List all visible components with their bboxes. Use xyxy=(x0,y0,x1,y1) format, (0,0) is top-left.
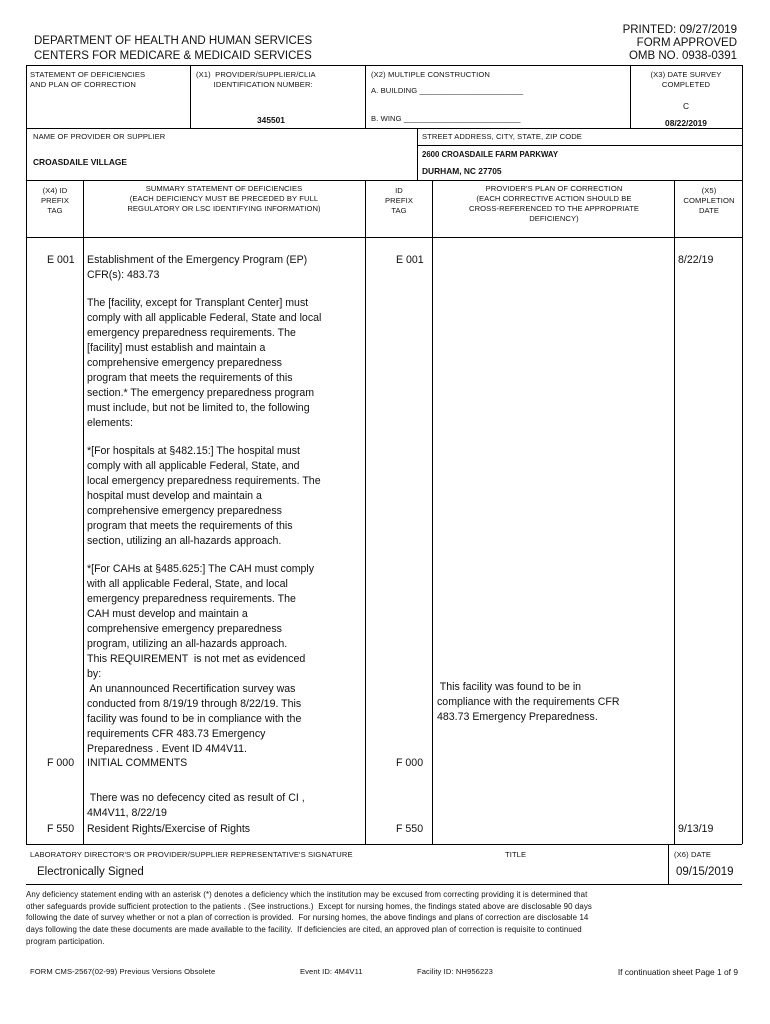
e001-id: E 001 xyxy=(396,254,424,266)
signature-value: Electronically Signed xyxy=(37,866,144,878)
x1-label: (X1) PROVIDER/SUPPLIER/CLIA IDENTIFICATION NUMBER: xyxy=(196,70,316,89)
form-approved: FORM APPROVED xyxy=(636,37,737,49)
event-id: Event ID: 4M4V11 xyxy=(300,967,363,976)
f000-title: INITIAL COMMENTS xyxy=(87,757,188,769)
f550-completion-date: 9/13/19 xyxy=(678,823,714,835)
f000-tag: F 000 xyxy=(47,757,75,769)
plan-header: PROVIDER'S PLAN OF CORRECTION (EACH CORRECTIVE ACTION SHOULD BE CROSS-REFERENCED TO THE APPROPRIATE DEFICIENCY) xyxy=(468,184,640,223)
page-indicator: If continuation sheet Page 1 of 9 xyxy=(617,967,738,977)
x3-code: C xyxy=(682,101,690,111)
provider-label: NAME OF PROVIDER OR SUPPLIER xyxy=(33,132,166,141)
address-label: STREET ADDRESS, CITY, STATE, ZIP CODE xyxy=(422,132,582,141)
e001-paragraph-2: *[For hospitals at §482.15:] The hospital must comply with all applicable Federal, State, and local emergency preparedness requirements. The hospital must develop and maintain a comprehensive emergency preparedness program that meets the requirements of this section, utilizing an all-hazards approach. xyxy=(87,445,321,547)
f000-id: F 000 xyxy=(396,757,424,769)
signature-label: LABORATORY DIRECTOR'S OR PROVIDER/SUPPLIER REPRESENTATIVE'S SIGNATURE xyxy=(30,850,353,859)
provider-number: 345501 xyxy=(257,115,285,125)
department-name: DEPARTMENT OF HEALTH AND HUMAN SERVICES xyxy=(34,35,313,47)
x6-date-label: (X6) DATE xyxy=(674,850,712,859)
address-street: 2600 CROASDAILE FARM PARKWAY xyxy=(422,150,559,159)
cms-name: CENTERS FOR MEDICARE & MEDICAID SERVICES xyxy=(34,50,312,62)
f550-id: F 550 xyxy=(396,823,424,835)
e001-completion-date: 8/22/19 xyxy=(678,254,714,266)
statement-label: STATEMENT OF DEFICIENCIES AND PLAN OF CORRECTION xyxy=(30,70,146,89)
x5-header: (X5) COMPLETION DATE xyxy=(683,186,735,215)
printed-date: PRINTED: 09/27/2019 xyxy=(622,24,737,36)
f000-text: There was no defecency cited as result of CI , 4M4V11, 8/22/19 xyxy=(87,792,305,819)
survey-completed-date: 08/22/2019 xyxy=(665,118,707,128)
x2-wing: B. WING ___________________________ xyxy=(371,114,521,123)
e001-paragraph-3: *[For CAHs at §485.625:] The CAH must comply with all applicable Federal, State, and local emergency preparedness requirements. The CAH must develop and maintain a comprehensive emergency preparedness program, utilizing an all-hazards approach. This REQUIREMENT is not met as evidenced by: An unannounced Recertification survey was conducted from 8/19/19 through 8/22/19. This facility was found to be in compliance with the requirements CFR 483.73 Emergency Preparedness . Event ID 4M4V11. xyxy=(87,563,315,755)
form-number: FORM CMS-2567(02-99) Previous Versions Obsolete xyxy=(30,967,216,976)
id-header: ID PREFIX TAG xyxy=(384,186,414,215)
address-city: DURHAM, NC 27705 xyxy=(422,166,502,176)
summary-header: SUMMARY STATEMENT OF DEFICIENCIES (EACH DEFICIENCY MUST BE PRECEDED BY FULL REGULATORY OR LSC IDENTIFYING INFORMATION) xyxy=(127,184,321,213)
e001-plan: This facility was found to be in compliance with the requirements CFR 483.73 Emergency Preparedness. xyxy=(437,681,620,723)
title-label: TITLE xyxy=(505,850,527,859)
signature-date: 09/15/2019 xyxy=(676,866,734,878)
facility-id: Facility ID: NH956223 xyxy=(417,967,493,976)
x4-header: (X4) ID PREFIX TAG xyxy=(40,186,70,215)
e001-paragraph-1: The [facility, except for Transplant Center] must comply with all applicable Federal, State and local emergency preparedness requirements. The [facility] must establish and maintain a comprehensive emergency preparedness program that meets the requirements of this section.* The emergency preparedness program must include, but not be limited to, the following elements: xyxy=(87,297,322,429)
provider-name: CROASDAILE VILLAGE xyxy=(33,157,127,167)
f550-title: Resident Rights/Exercise of Rights xyxy=(87,823,251,835)
x2-label: (X2) MULTIPLE CONSTRUCTION xyxy=(371,70,490,79)
x3-label: (X3) DATE SURVEY COMPLETED xyxy=(650,70,722,89)
disclosure-notice: Any deficiency statement ending with an asterisk (*) denotes a deficiency which the institution may be excused from correcting providing it is determined that other safeguards provide sufficient protection to the patients . (See instructions.) Except for nursing homes, the findings stated above are disclosable 90 days following the date of survey whether or not a plan of correction is provided. For nursing homes, the above findings and plans of correction are disclosable 14 days following the date these documents are made available to the facility. If deficiencies are cited, an approved plan of correction is requisite to continued program participation. xyxy=(26,890,592,946)
e001-tag: E 001 xyxy=(47,254,75,266)
x2-building: A. BUILDING ________________________ xyxy=(371,86,524,95)
f550-tag: F 550 xyxy=(47,823,75,835)
omb-number: OMB NO. 0938-0391 xyxy=(628,50,737,62)
e001-title: Establishment of the Emergency Program (EP) CFR(s): 483.73 xyxy=(87,254,308,281)
